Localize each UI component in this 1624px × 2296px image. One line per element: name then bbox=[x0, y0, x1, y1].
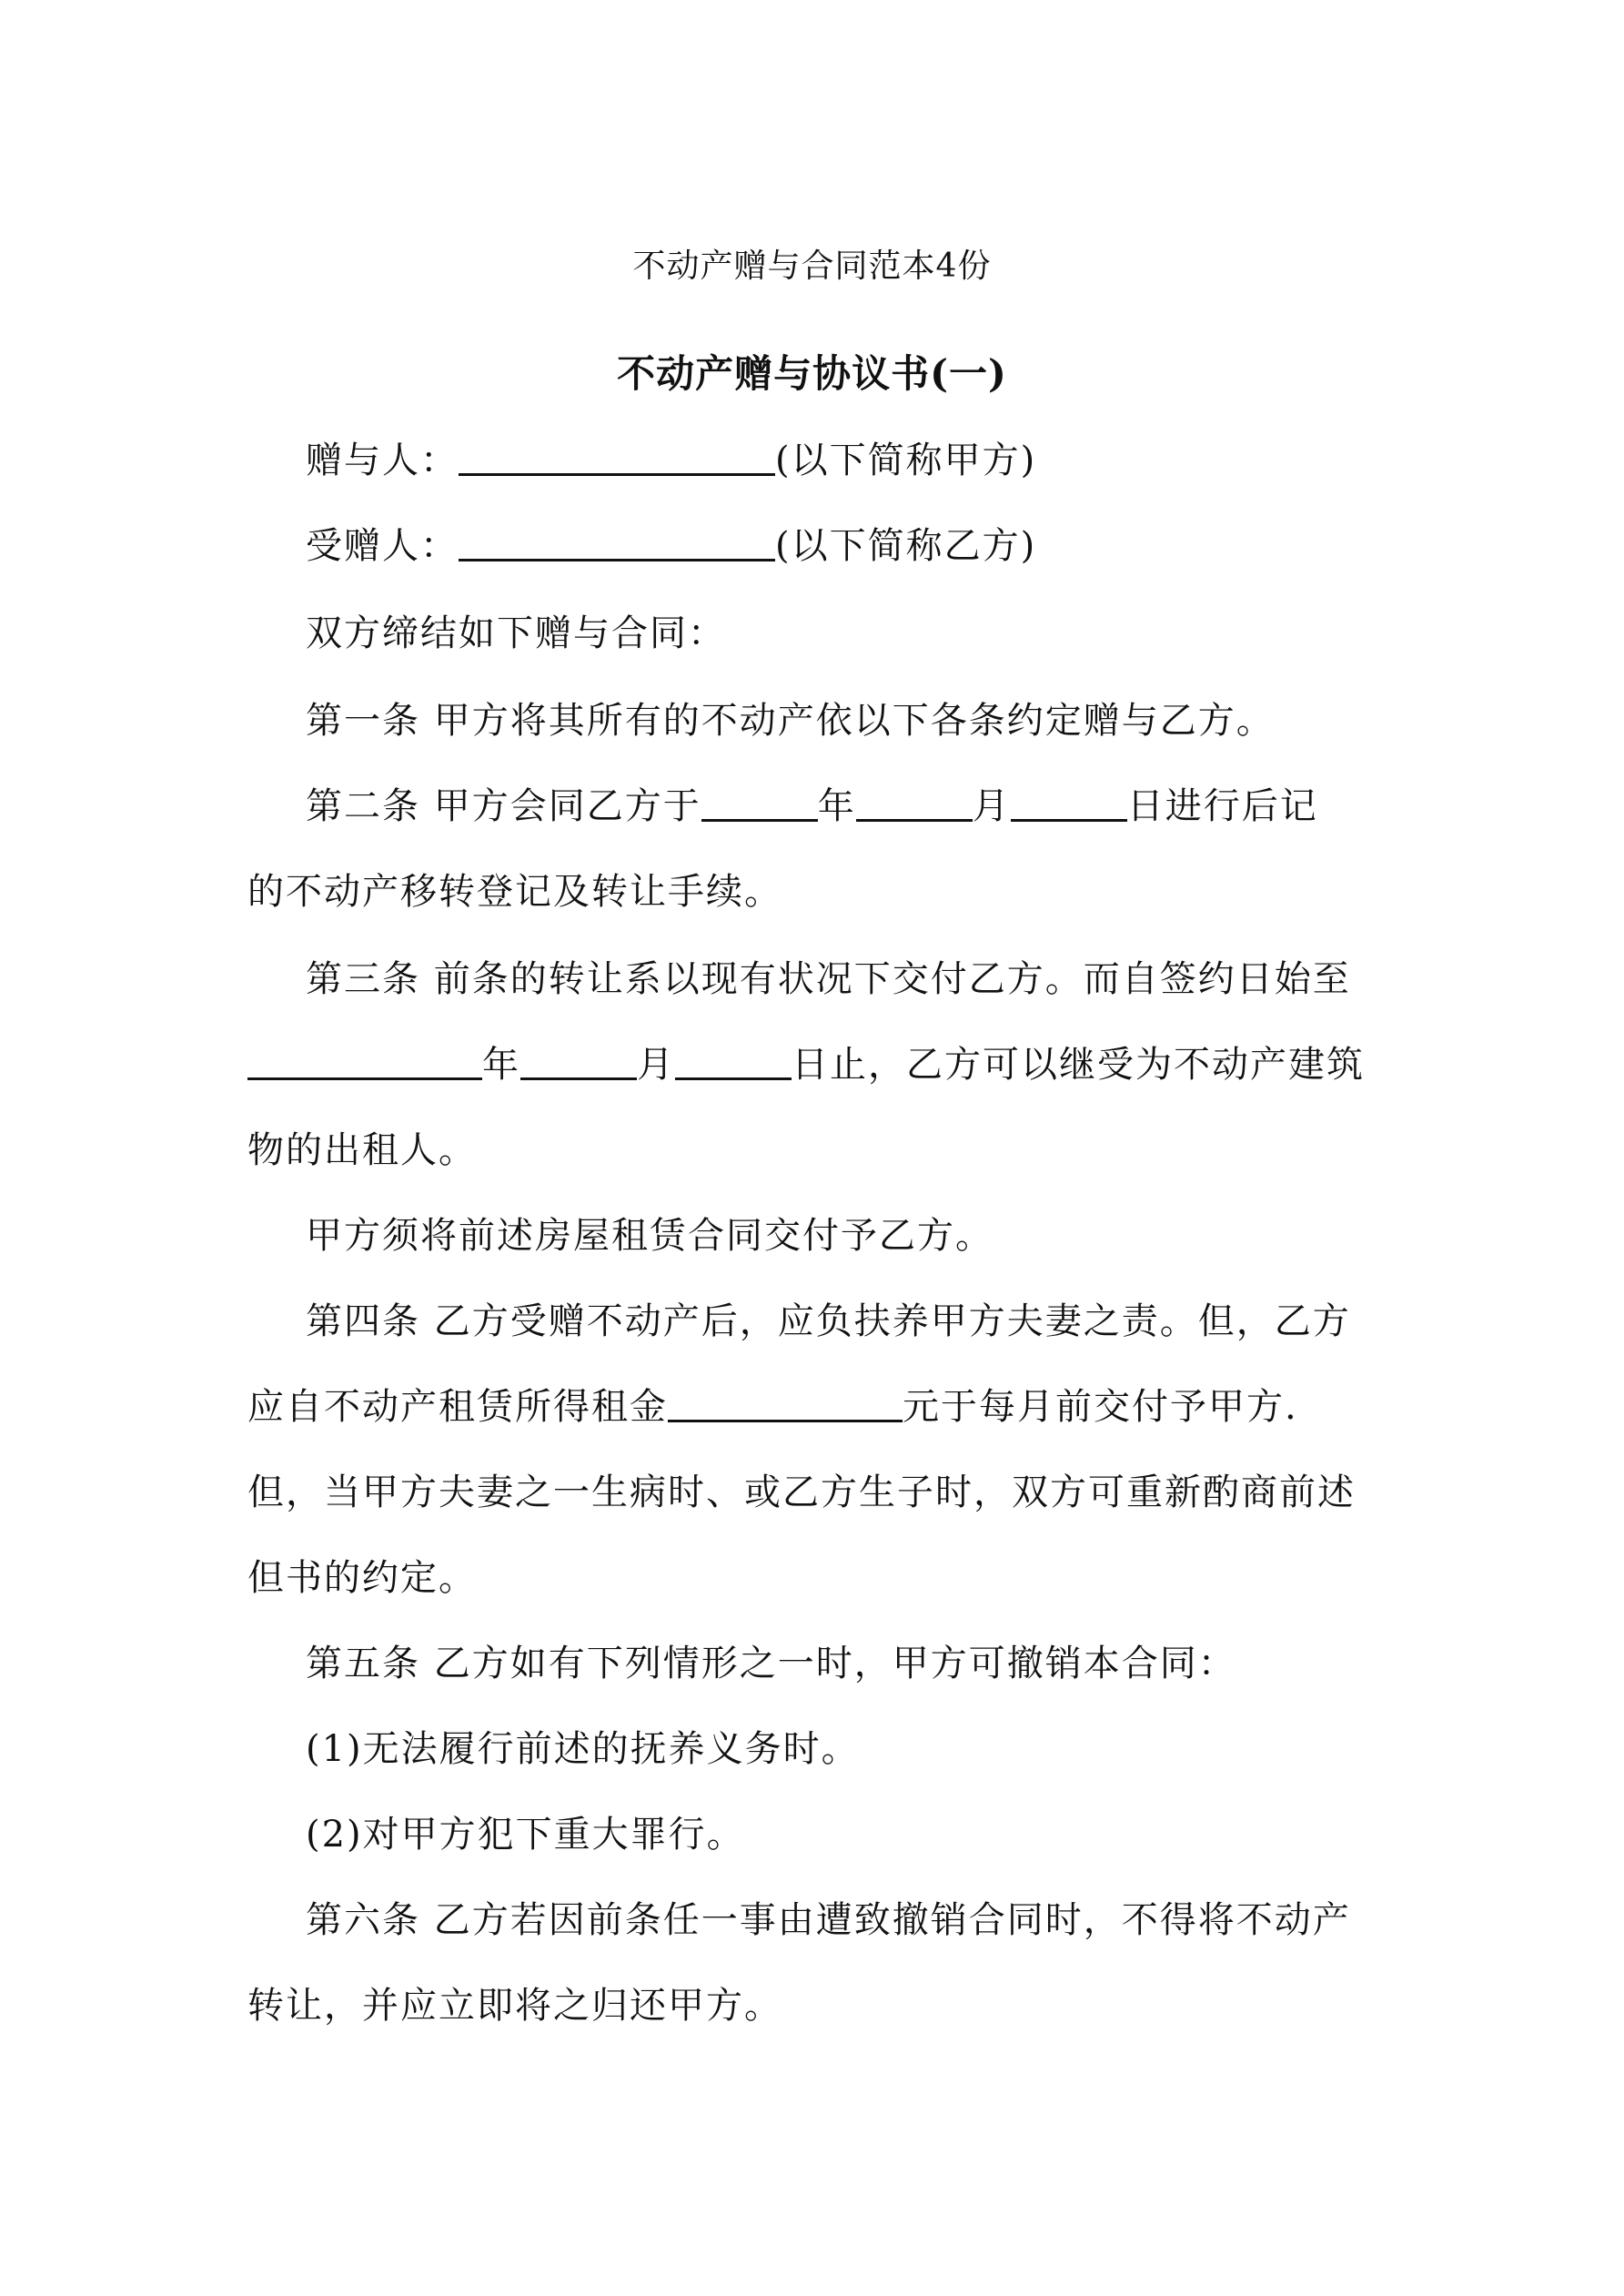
article5-item1: (1)无法履行前述的抚养义务时。 bbox=[306, 1728, 860, 1770]
intro-line: 双方缔结如下赠与合同： bbox=[306, 612, 726, 654]
article4-rent-prefix: 应自不动产租赁所得租金 bbox=[247, 1386, 668, 1428]
article3-line2 bbox=[247, 1039, 1385, 1090]
donor-suffix: (以下简称甲方) bbox=[775, 440, 1037, 481]
article3-line4: 甲方须将前述房屋租赁合同交付予乙方。 bbox=[306, 1215, 994, 1257]
article3-line3: 物的出租人。 bbox=[247, 1129, 477, 1171]
donee-blank[interactable] bbox=[459, 522, 775, 561]
article2-month-blank[interactable] bbox=[856, 783, 973, 822]
article2-month: 月 bbox=[972, 785, 1011, 827]
article4-rent-suffix: 元于每月前交付予甲方. bbox=[903, 1386, 1298, 1428]
article3-line1: 第三条 前条的转让系以现有状况下交付乙方。而自签约日始至 bbox=[306, 958, 1351, 1000]
article3-month-blank[interactable] bbox=[520, 1041, 637, 1080]
article3-day-suffix: 日止，乙方可以继受为不动产建筑 bbox=[792, 1044, 1365, 1086]
document-title: 不动产赠与协议书(一) bbox=[617, 351, 1007, 396]
article2-year: 年 bbox=[817, 785, 856, 827]
donor-line bbox=[306, 435, 1443, 486]
article3-year: 年 bbox=[482, 1044, 520, 1086]
article1-line: 第一条 甲方将其所有的不动产依以下各条约定赠与乙方。 bbox=[306, 700, 1275, 742]
donor-label: 赠与人： bbox=[306, 440, 459, 481]
document-header: 不动产赠与合同范本4份 bbox=[632, 248, 992, 285]
article3-year-blank[interactable] bbox=[247, 1041, 482, 1080]
donee-line bbox=[306, 521, 1443, 571]
article2-line2: 的不动产移转登记及转让手续。 bbox=[247, 871, 782, 913]
article4-line1: 第四条 乙方受赠不动产后，应负扶养甲方夫妻之责。但，乙方 bbox=[306, 1300, 1351, 1342]
article2-line1 bbox=[306, 781, 1443, 832]
donee-suffix: (以下简称乙方) bbox=[775, 525, 1037, 567]
article5-item2: (2)对甲方犯下重大罪行。 bbox=[306, 1814, 745, 1856]
article4-line3: 但，当甲方夫妻之一生病时、或乙方生子时，双方可重新酌商前述 bbox=[247, 1472, 1356, 1513]
article3-month: 月 bbox=[637, 1044, 675, 1086]
article6-line1: 第六条 乙方若因前条任一事由遭致撤销合同时，不得将不动产 bbox=[306, 1899, 1351, 1941]
donee-label: 受赠人： bbox=[306, 525, 459, 567]
article4-line4: 但书的约定。 bbox=[247, 1557, 477, 1599]
article3-day-blank[interactable] bbox=[675, 1041, 792, 1080]
article4-rent-blank[interactable] bbox=[668, 1383, 903, 1422]
article2-prefix: 第二条 甲方会同乙方于 bbox=[306, 785, 701, 827]
article2-day-blank[interactable] bbox=[1011, 783, 1127, 822]
article4-line2 bbox=[247, 1381, 1385, 1432]
article6-line2: 转让，并应立即将之归还甲方。 bbox=[247, 1985, 782, 2027]
article2-day-suffix: 日进行后记 bbox=[1126, 785, 1318, 827]
donor-blank[interactable] bbox=[459, 437, 775, 476]
article2-year-blank[interactable] bbox=[701, 783, 818, 822]
article5-line1: 第五条 乙方如有下列情形之一时，甲方可撤销本合同： bbox=[306, 1643, 1236, 1684]
